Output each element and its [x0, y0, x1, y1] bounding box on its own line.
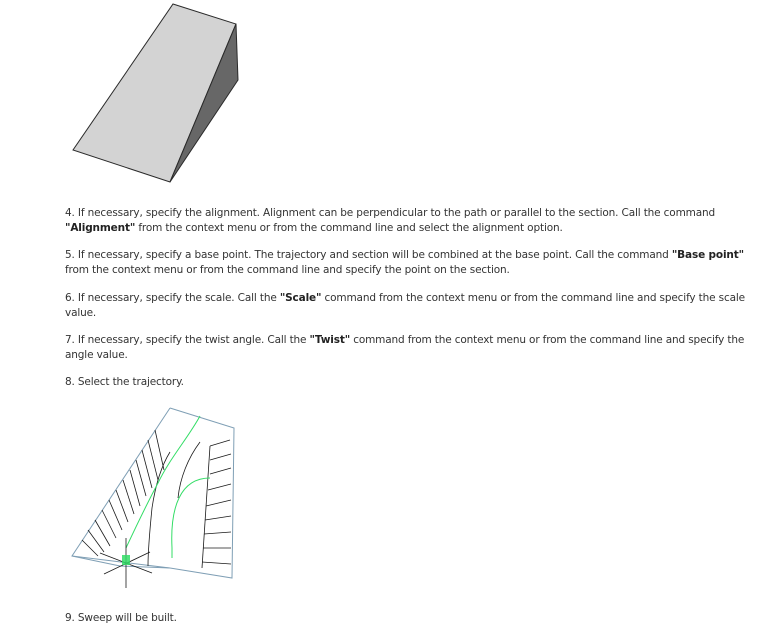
base-point-command: "Base point" — [671, 249, 744, 261]
step-7-text: 7. If necessary, specify the twist angle. Call the "Twist" command from the context menu or from the command line and specify the angle value. — [65, 334, 745, 361]
base-point-highlight — [122, 555, 130, 565]
step-5-text: 5. If necessary, specify a base point. The trajectory and section will be combined at the base point. Call the command "Base point" from the context menu or from the command line and specify the point on the section. — [65, 249, 744, 276]
step-4-text: 4. If necessary, specify the alignment. Alignment can be perpendicular to the path or parallel to the section. Call the command "Alignment" from the context menu or from the command line and select the alignment option. — [65, 207, 716, 234]
trajectory-curves — [126, 416, 210, 558]
scale-command: "Scale" — [279, 292, 322, 304]
step-6-text: 6. If necessary, specify the scale. Call the "Scale" command from the context menu or from the command line and specify the scale value. — [65, 292, 745, 319]
wireframe-sweep-illustration — [60, 398, 260, 594]
twist-command: "Twist" — [309, 334, 351, 346]
step-8-text: 8. Select the trajectory. — [65, 376, 184, 388]
alignment-command: "Alignment" — [65, 222, 136, 234]
solid-wedge-illustration — [60, 0, 260, 190]
wireframe-hatching — [82, 430, 231, 568]
step-9-text: 9. Sweep will be built. — [65, 612, 177, 624]
